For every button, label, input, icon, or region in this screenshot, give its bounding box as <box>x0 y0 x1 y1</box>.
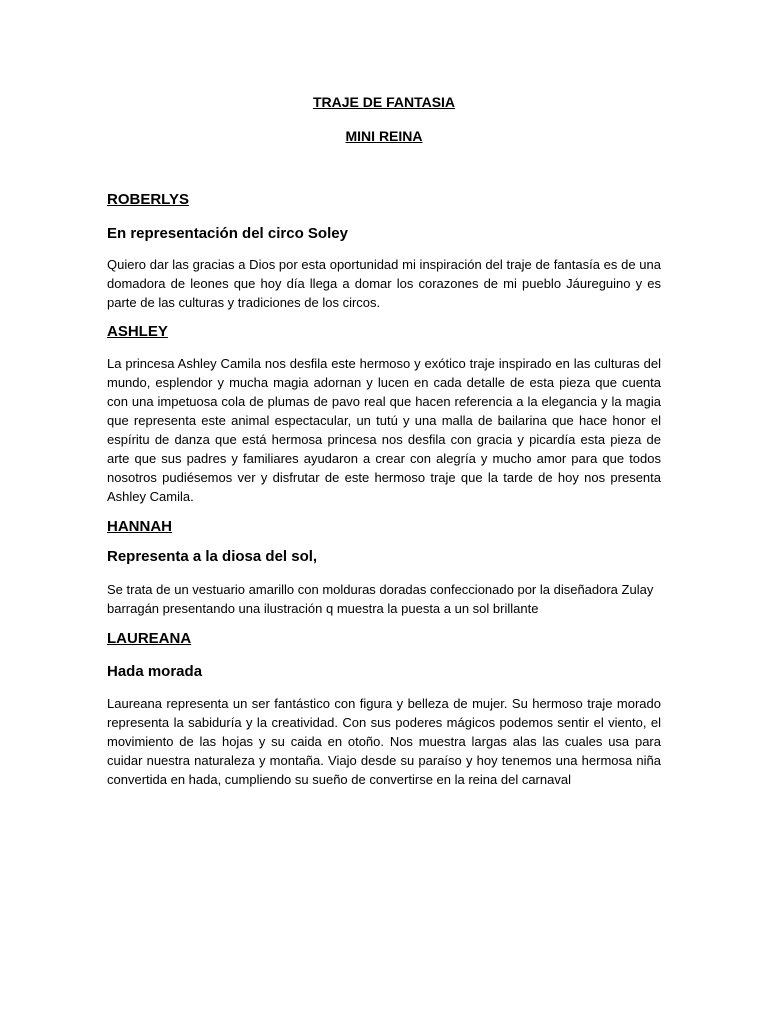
section-heading-hannah: Representa a la diosa del sol, <box>107 548 318 565</box>
section-name-ashley: ASHLEY <box>107 323 168 340</box>
document-subtitle: MINI REINA <box>345 128 423 144</box>
section-text-roberlys: Quiero dar las gracias a Dios por esta oportunidad mi inspiración del traje de fantasía es de una domadora de leones que hoy día llega a domar los corazones de mi pueblo Jáureguino y es parte de las culturas y tradiciones de los circos. <box>107 257 661 310</box>
section-heading-laureana: Hada morada <box>107 663 203 680</box>
section-text-ashley: La princesa Ashley Camila nos desfila este hermoso y exótico traje inspirado en las culturas del mundo, esplendor y mucha magia adornan y lucen en cada detalle de esta pieza que cuenta con una impetuosa cola de plumas de pavo real que hacen referencia a la elegancia y la magia que representa este animal espectacular, un tutú y una malla de bailarina que hace honor el espíritu de danza que está hermosa princesa nos desfila con gracia y picardía esta pieza de arte que sus padres y familiares ayudaron a crear con alegría y mucho amor para que todos nosotros pudiésemos ver y disfrutar de este hermoso traje que la tarde de hoy nos presenta Ashley Camila. <box>107 356 661 504</box>
section-heading-roberlys: En representación del circo Soley <box>107 225 348 242</box>
section-name-laureana: LAUREANA <box>107 630 192 647</box>
section-name-hannah: HANNAH <box>107 518 172 535</box>
section-text-hannah: Se trata de un vestuario amarillo con molduras doradas confeccionado por la diseñadora Zulay barragán presentando una ilustración q muestra la puesta a un sol brillante <box>107 582 654 616</box>
section-name-roberlys: ROBERLYS <box>107 191 189 208</box>
document-title: TRAJE DE FANTASIA <box>312 94 456 110</box>
section-text-laureana: Laureana representa un ser fantástico con figura y belleza de mujer. Su hermoso traje morado representa la sabiduría y la creatividad. Con sus poderes mágicos podemos sentir el viento, el movimiento de las hojas y su caida en otoño. Nos muestra largas alas las cuales usa para cuidar nuestra naturaleza y montaña. Viajo desde su paraíso y hoy tenemos una hermosa niña convertida en hada, cumpliendo su sueño de convertirse en la reina del carnaval <box>107 696 661 787</box>
